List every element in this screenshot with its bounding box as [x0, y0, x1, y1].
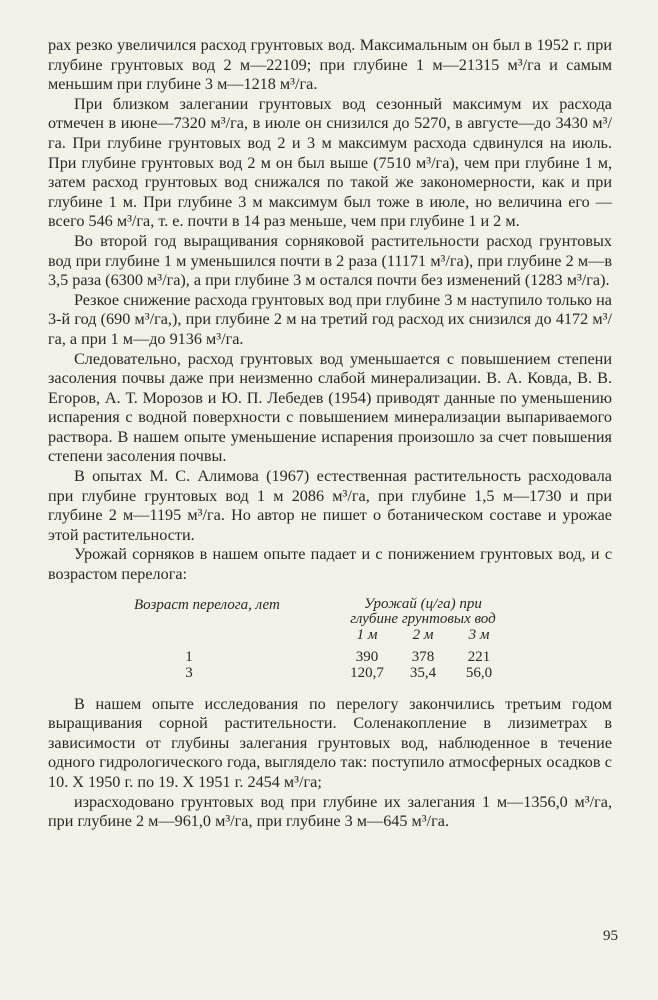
page-number: 95 — [603, 928, 618, 944]
yield-cell: 221 — [467, 648, 491, 665]
table-row — [134, 665, 507, 681]
yield-group-header-line1: Урожай (ц/га) при — [364, 595, 482, 612]
depth-header: 2 м — [412, 626, 434, 643]
paragraph: В опытах М. С. Алимова (1967) естественная растительность расходовала при глубине грунтовых вод 1 м 2086 м³/га, при глубине 1,5 м—1730 и при глубине 2 м—1195 м³/га. Но автор не пишет о ботаническом составе и урожае этой растительности. — [48, 467, 612, 544]
yield-table — [134, 597, 507, 681]
paragraph: При близком залегании грунтовых вод сезонный максимум их расхода отмечен в июне—7320 м³/га, в июле он снизился до 5270, в августе—до 3430 м³/га. При глубине грунтовых вод 2 и 3 м максимум расхода сдвинулся на июль. При глубине грунтовых вод 2 м он был выше (7510 м³/га), чем при глубине 1 м, затем расход грунтовых вод снижался по такой же закономерности, как и при глубине 1 м. При глубине 3 м максимум был тоже в июле, но величина его — всего 546 м³/га, т. е. почти в 14 раз меньше, чем при глубине 1 и 2 м. — [48, 94, 612, 231]
depth-header: 1 м — [356, 626, 378, 643]
yield-cell: 390 — [355, 648, 379, 665]
table-row — [134, 649, 507, 665]
paragraph: Во второй год выращивания сорняковой растительности расход грунтовых вод при глубине 1 м уменьшился почти в 2 раза (11171 м³/га), при глубине 2 м—в 3,5 раза (6300 м³/га), а при глубине 3 м остался почти без изменений (1283 м³/га). — [48, 231, 612, 290]
fallow-age-cell: 3 — [185, 664, 193, 681]
yield-table-header — [134, 597, 507, 627]
text-block-top — [48, 36, 612, 585]
yield-cell: 35,4 — [409, 664, 437, 681]
yield-cell: 56,0 — [465, 664, 493, 681]
paragraph: Урожай сорняков в нашем опыте падает и с понижением грунтовых вод, и с возрастом перелога: — [48, 545, 612, 584]
paragraph: израсходовано грунтовых вод при глубине их залегания 1 м—1356,0 м³/га, при глубине 2 м—961,0 м³/га, при глубине 3 м—645 м³/га. — [48, 792, 612, 831]
yield-cell: 378 — [411, 648, 435, 665]
fallow-age-cell: 1 — [185, 648, 193, 665]
paragraph: Резкое снижение расхода грунтовых вод при глубине 3 м наступило только на 3-й год (690 м³/га,), при глубине 2 м на третий год расход их снизился до 4172 м³/га, а при 1 м—до 9136 м³/га. — [48, 290, 612, 348]
yield-group-header-line2: глубине грунтовых вод — [350, 610, 496, 627]
depth-header: 3 м — [468, 626, 490, 643]
page-body — [48, 36, 612, 832]
fallow-age-header: Возраст перелога, лет — [134, 596, 280, 613]
text-block-bottom — [48, 695, 612, 832]
paragraph: рах резко увеличился расход грунтовых вод. Максимальным он был в 1952 г. при глубине грунтовых вод 2 м—22109; при глубине 1 м—21315 м³/га и самым меньшим при глубине 3 м—1218 м³/га. — [48, 36, 612, 94]
paragraph: В нашем опыте исследования по перелогу закончились третьим годом выращивания сорной растительности. Соленакопление в лизиметрах в зависимости от глубины залегания грунтовых вод, наблюденное в течение одного гидрологического года, выглядело так: поступило атмосферных осадков с 10. X 1950 г. по 19. X 1951 г. 2454 м³/га; — [48, 694, 612, 791]
yield-cell: 120,7 — [350, 664, 384, 681]
yield-group-header — [339, 597, 507, 627]
paragraph: Следовательно, расход грунтовых вод уменьшается с повышением степени засоления почвы даже при неизменно слабой минерализации. В. А. Ковда, В. В. Егоров, А. Т. Морозов и Ю. П. Лебедев (1954) приводят данные по уменьшению испарения с водной поверхности с повышением минерализации выпариваемого раствора. В нашем опыте уменьшение испарения произошло за счет повышения степени засоления почвы. — [48, 349, 612, 466]
